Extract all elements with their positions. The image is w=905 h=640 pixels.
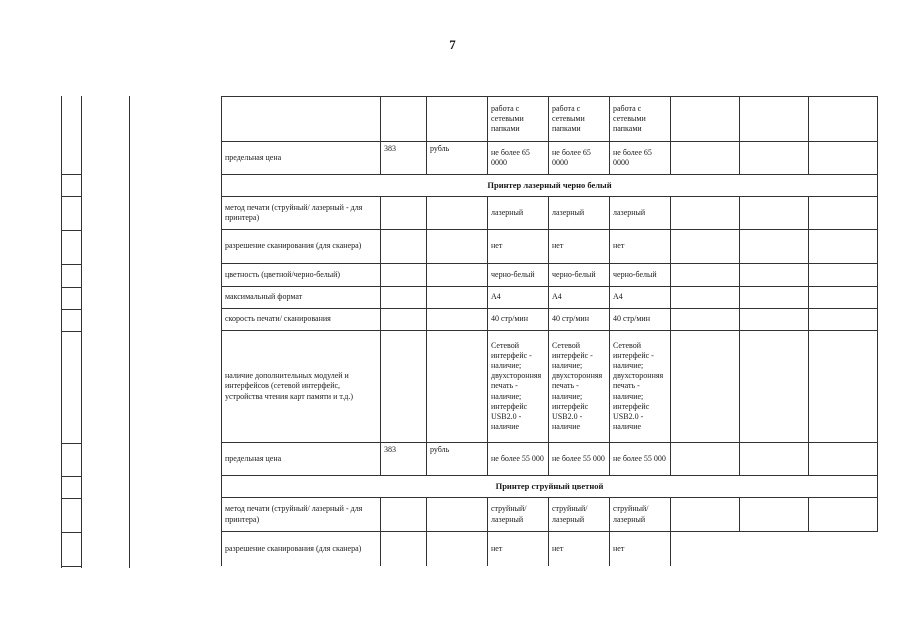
left-row-rule (61, 476, 81, 477)
characteristic-cell: цветность (цветной/черно-белый) (222, 264, 381, 287)
empty-cell (740, 142, 809, 175)
characteristic-cell: скорость печати/ сканирования (222, 309, 381, 331)
empty-cell (671, 331, 740, 443)
table-row (222, 287, 878, 309)
left-row-rule (61, 287, 81, 288)
empty-cell (740, 532, 809, 566)
quantity-cell (381, 331, 427, 443)
value-cell: лазерный (488, 197, 549, 230)
section-title: Принтер лазерный черно белый (222, 175, 878, 197)
quantity-cell (381, 264, 427, 287)
characteristic-cell: метод печати (струйный/ лазерный - для принтера) (222, 498, 381, 532)
page-number: 7 (449, 37, 456, 52)
quantity-cell (381, 532, 427, 566)
unit-cell (427, 309, 488, 331)
value-cell: черно-белый (610, 264, 671, 287)
value-cell: 40 стр/мин (610, 309, 671, 331)
quantity-cell (381, 309, 427, 331)
empty-cell (671, 264, 740, 287)
value-cell: нет (610, 532, 671, 566)
characteristic-cell (222, 97, 381, 142)
section-row (222, 175, 878, 197)
value-cell: не более 55 000 (549, 443, 610, 476)
value-cell: 40 стр/мин (488, 309, 549, 331)
value-cell: струйный/ лазерный (549, 498, 610, 532)
value-cell: работа с сетевыми папками (610, 97, 671, 142)
section-row (222, 476, 878, 498)
value-cell: нет (610, 230, 671, 264)
value-cell: не более 55 000 (488, 443, 549, 476)
quantity-cell (381, 230, 427, 264)
empty-cell (671, 287, 740, 309)
characteristic-cell: предельная цена (222, 142, 381, 175)
quantity-cell (381, 197, 427, 230)
unit-cell (427, 197, 488, 230)
specification-table (221, 96, 878, 566)
empty-cell (740, 443, 809, 476)
empty-cell (671, 230, 740, 264)
quantity-cell (381, 498, 427, 532)
table-row (222, 197, 878, 230)
value-cell: струйный/ лазерный (488, 498, 549, 532)
table-row (222, 498, 878, 532)
empty-cell (740, 331, 809, 443)
value-cell: лазерный (549, 197, 610, 230)
empty-cell (740, 287, 809, 309)
value-cell: работа с сетевыми папками (488, 97, 549, 142)
characteristic-cell: предельная цена (222, 443, 381, 476)
characteristic-cell: разрешение сканирования (для сканера) (222, 230, 381, 264)
left-row-rule (61, 264, 81, 265)
characteristic-cell: разрешение сканирования (для сканера) (222, 532, 381, 566)
table-row (222, 443, 878, 476)
empty-cell (740, 197, 809, 230)
unit-cell (427, 498, 488, 532)
empty-cell (809, 230, 878, 264)
value-cell: Сетевой интерфейс - наличие; двухсторонняя печать - наличие; интерфейс USB2.0 - наличие (610, 331, 671, 443)
left-row-rule (61, 331, 81, 332)
unit-cell (427, 264, 488, 287)
empty-cell (671, 142, 740, 175)
value-cell: работа с сетевыми папками (549, 97, 610, 142)
value-cell: 40 стр/мин (549, 309, 610, 331)
empty-cell (671, 309, 740, 331)
left-column-rule (129, 96, 130, 568)
value-cell: А4 (488, 287, 549, 309)
empty-cell (740, 97, 809, 142)
table-row (222, 142, 878, 175)
table-row (222, 309, 878, 331)
value-cell: А4 (549, 287, 610, 309)
value-cell: Сетевой интерфейс - наличие; двухсторонняя печать - наличие; интерфейс USB2.0 - наличие (488, 331, 549, 443)
value-cell: А4 (610, 287, 671, 309)
empty-cell (809, 498, 878, 532)
empty-cell (671, 97, 740, 142)
empty-cell (809, 532, 878, 566)
value-cell: черно-белый (549, 264, 610, 287)
empty-cell (671, 532, 740, 566)
table-row (222, 264, 878, 287)
value-cell: не более 65 0000 (549, 142, 610, 175)
unit-cell (427, 97, 488, 142)
unit-cell (427, 331, 488, 443)
table-row (222, 230, 878, 264)
empty-cell (809, 264, 878, 287)
left-row-rule (61, 196, 81, 197)
unit-cell: рубль (427, 443, 488, 476)
unit-cell: рубль (427, 142, 488, 175)
value-cell: струйный/ лазерный (610, 498, 671, 532)
left-row-rule (61, 309, 81, 310)
unit-cell (427, 532, 488, 566)
value-cell: нет (488, 230, 549, 264)
empty-cell (740, 230, 809, 264)
value-cell: черно-белый (488, 264, 549, 287)
empty-cell (809, 331, 878, 443)
quantity-cell: 383 (381, 142, 427, 175)
quantity-cell (381, 97, 427, 142)
left-row-rule (61, 230, 81, 231)
empty-cell (809, 97, 878, 142)
value-cell: не более 65 0000 (610, 142, 671, 175)
empty-cell (671, 498, 740, 532)
value-cell: нет (549, 230, 610, 264)
quantity-cell (381, 287, 427, 309)
characteristic-cell: наличие дополнительных модулей и интерфейсов (сетевой интерфейс, устройства чтения карт памяти и т.д.) (222, 331, 381, 443)
empty-cell (809, 443, 878, 476)
value-cell: нет (488, 532, 549, 566)
left-row-rule (61, 174, 81, 175)
characteristic-cell: метод печати (струйный/ лазерный - для принтера) (222, 197, 381, 230)
left-row-rule (61, 498, 81, 499)
empty-cell (740, 498, 809, 532)
value-cell: нет (549, 532, 610, 566)
value-cell: лазерный (610, 197, 671, 230)
value-cell: не более 55 000 (610, 443, 671, 476)
table-row (222, 97, 878, 142)
left-row-rule (61, 532, 81, 533)
left-row-rule (61, 443, 81, 444)
left-column-rule (81, 96, 82, 568)
unit-cell (427, 287, 488, 309)
left-row-rule (61, 566, 81, 567)
unit-cell (427, 230, 488, 264)
empty-cell (809, 309, 878, 331)
value-cell: не более 65 0000 (488, 142, 549, 175)
empty-cell (809, 197, 878, 230)
table-row (222, 331, 878, 443)
quantity-cell: 383 (381, 443, 427, 476)
empty-cell (809, 142, 878, 175)
empty-cell (740, 264, 809, 287)
empty-cell (809, 287, 878, 309)
table-row (222, 532, 878, 566)
characteristic-cell: максимальный формат (222, 287, 381, 309)
empty-cell (740, 309, 809, 331)
empty-cell (671, 443, 740, 476)
value-cell: Сетевой интерфейс - наличие; двухсторонняя печать - наличие; интерфейс USB2.0 - наличие (549, 331, 610, 443)
section-title: Принтер струйный цветной (222, 476, 878, 498)
empty-cell (671, 197, 740, 230)
